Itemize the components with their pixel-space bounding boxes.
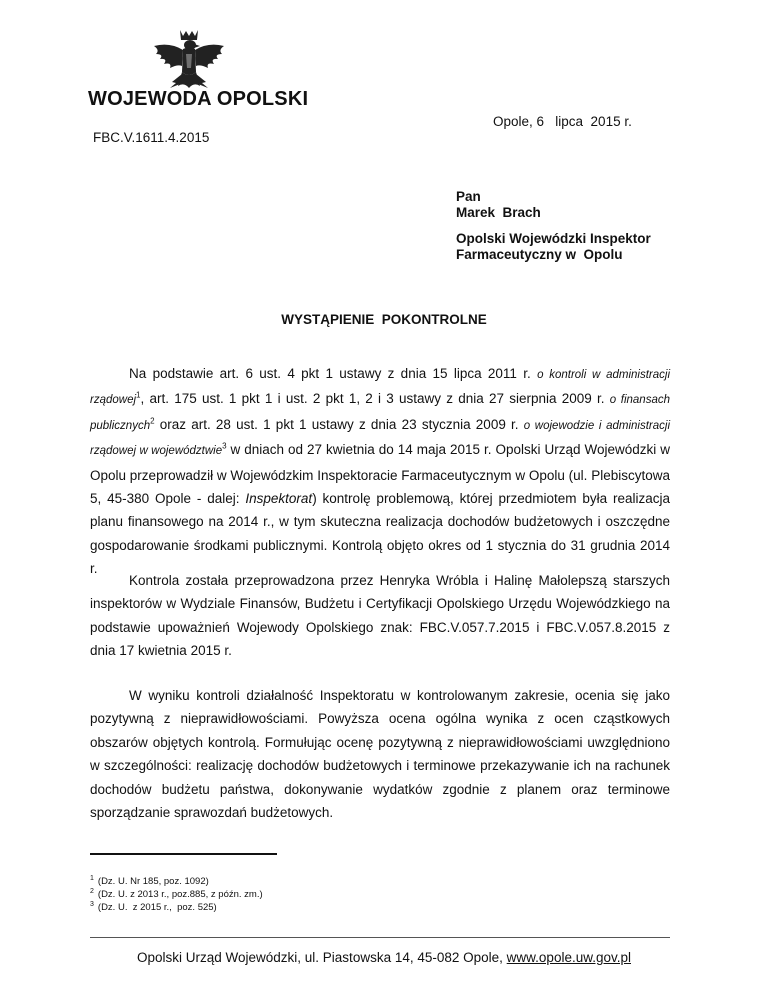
recipient-name: Marek Brach — [456, 205, 541, 220]
recipient-position-cont: Farmaceutyczny w Opolu — [456, 247, 623, 262]
footer-website-link[interactable]: www.opole.uw.gov.pl — [506, 950, 631, 965]
footnote-3: $^3$ (Dz. U. z 2015 r., poz. 525) — [90, 900, 217, 913]
footer-separator — [90, 937, 670, 938]
recipient-salutation: Pan — [456, 189, 481, 204]
footer-address: Opolski Urząd Wojewódzki, ul. Piastowska 14, 45-082 Opole, — [136, 950, 507, 965]
footnote-separator — [90, 853, 277, 855]
paragraph-legal-basis: Na podstawie art. 6 ust. 4 pkt 1 ustawy z dnia 15 lipca 2011 r. o kontroli w administracji rządowej$^1$, art. 175 ust. 1 pkt 1 i ust. 2 pkt 1, 2 i 3 ustawy z dnia 27 sierpnia 2009 r. o finansach publicznych$^2$ oraz art. 28 ust. 1 pkt 1 ustawy z dnia 23 stycznia 2009 r. o wojewodzie i administracji rządowej w województwie$^3$ w dniach od 27 kwietnia do 14 maja 2015 r. Opolski Urząd Wojewódzki w Opolu przeprowadził w Wojewódzkim Inspektoracie Farmaceutycznym w Opolu (ul. Plebiscytowa 5, 45-380 Opole - dalej: Inspektorat) kontrolę problemową, której przedmiotem była realizacja planu finansowego na 2014 r., w tym skuteczna realizacja dochodów budżetowych i oszczędne gospodarowanie środkami publicznymi. Kontrolą objęto okres od 1 stycznia do 31 grudnia 2014 r. — [90, 366, 670, 577]
place-date: Opole, 6 lipca 2015 r. — [493, 114, 632, 129]
paragraph-assessment: W wyniku kontroli działalność Inspektoratu w kontrolowanym zakresie, ocenia się jako pozytywną z nieprawidłowościami. Powyższa ocena ogólna wynika z ocen cząstkowych obszarów objętych kontrolą. Formułując ocenę pozytywną z nieprawidłowościami uwzględniono w szczególności: realizację dochodów budżetowych i terminowe przekazywanie ich na rachunek dochodów budżetu państwa, dokonywanie wydatków zgodnie z planem oraz terminowe sporządzanie sprawozdań budżetowych. — [90, 688, 670, 821]
footnote-2: $^2$ (Dz. U. z 2013 r., poz.885, z późn. zm.) — [90, 887, 263, 900]
office-name: WOJEWODA OPOLSKI — [88, 88, 309, 110]
reference-number: FBC.V.1611.4.2015 — [93, 130, 210, 145]
recipient-position: Opolski Wojewódzki Inspektor — [456, 231, 651, 246]
document-title: WYSTĄPIENIE POKONTROLNE — [281, 312, 487, 327]
footer — [0, 950, 768, 965]
footnote-1: $^1$ (Dz. U. Nr 185, poz. 1092) — [90, 874, 209, 887]
paragraph-inspectors: Kontrola została przeprowadzona przez Henryka Wróbla i Halinę Małolepszą starszych inspektorów w Wydziale Finansów, Budżetu i Certyfikacji Opolskiego Urzędu Wojewódzkiego na podstawie upoważnień Wojewody Opolskiego znak: FBC.V.057.7.2015 i FBC.V.057.8.2015 z dnia 17 kwietnia 2015 r. — [90, 573, 670, 659]
